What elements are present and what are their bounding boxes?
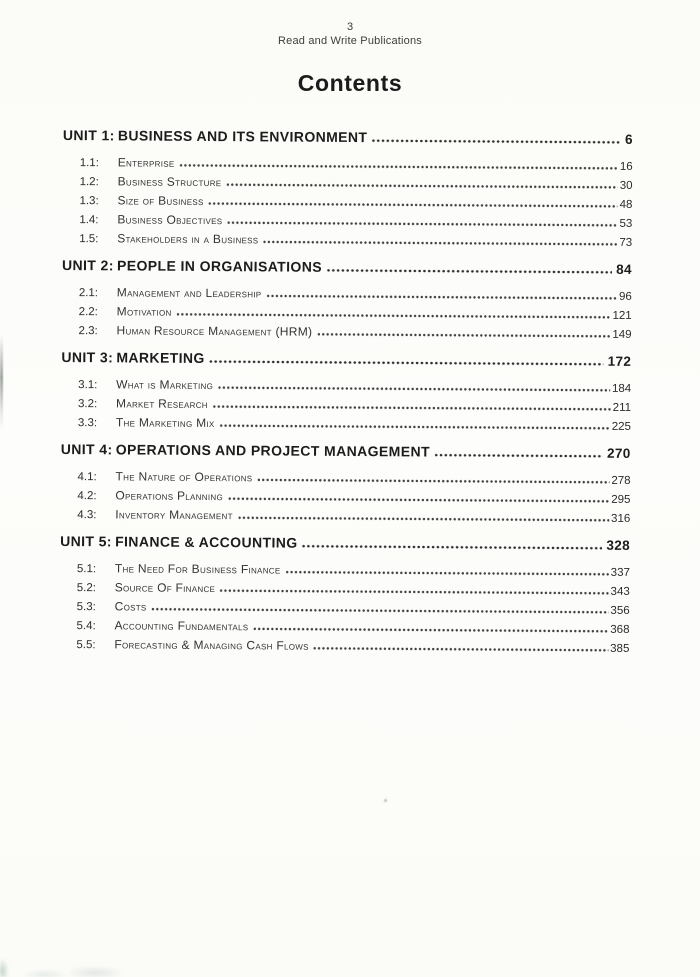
item-page-number: 385 (610, 642, 630, 655)
s-item-number: 5.5: (76, 639, 96, 652)
s-item-number: 3.2: (78, 398, 98, 411)
item-page-number: 211 (612, 401, 632, 414)
s-item-number: 5.4: (76, 620, 96, 633)
item-page-number: 53 (619, 217, 633, 230)
dotted-leader (177, 313, 611, 319)
s-item-number: 3.1: (78, 379, 98, 392)
unit-title: OPERATIONS AND PROJECT MANAGEMENT (115, 441, 431, 460)
unit-label: UNIT 2: (61, 256, 114, 274)
s-item-number: 2.3: (78, 325, 98, 338)
s-item-number: 5.2: (76, 582, 97, 595)
dotted-leader (285, 571, 608, 576)
item-title: Enterprise (117, 155, 175, 170)
scan-speck (384, 799, 387, 802)
item-title: Stakeholders in a Business (117, 231, 259, 247)
dotted-leader (180, 164, 618, 170)
dotted-leader (220, 424, 610, 430)
item-page-number: 30 (619, 179, 633, 192)
s-item-number: 4.3: (77, 509, 97, 522)
toc-item (60, 505, 630, 528)
dotted-leader (213, 405, 611, 411)
item-title: Accounting Fundamentals (114, 618, 249, 634)
unit-label: UNIT 3: (61, 348, 114, 366)
item-page-number: 356 (610, 604, 630, 617)
s-item-number: 1.5: (79, 233, 99, 246)
item-page-number: 184 (611, 382, 632, 395)
toc-item (62, 321, 632, 344)
dotted-leader (314, 647, 608, 652)
unit-page-number: 328 (606, 537, 631, 553)
toc-unit-heading (61, 348, 631, 371)
dotted-leader (218, 386, 610, 392)
unit-title: PEOPLE IN ORGANISATIONS (116, 257, 323, 275)
toc-unit-heading (60, 532, 630, 555)
item-page-number: 278 (611, 474, 631, 487)
toc-unit-heading (62, 256, 632, 279)
item-page-number: 96 (618, 290, 632, 303)
scan-corner-smudge (0, 951, 150, 977)
toc-item (59, 635, 629, 658)
item-title: Forecasting & Managing Cash Flows (114, 637, 309, 653)
unit-page-number: 84 (616, 261, 633, 277)
unit-title: MARKETING (116, 349, 205, 366)
item-title: Management and Leadership (116, 285, 262, 301)
toc-unit (59, 532, 630, 658)
toc-unit (60, 440, 631, 528)
item-page-number: 225 (611, 420, 631, 433)
dotted-leader (257, 479, 609, 484)
s-item-number: 5.1: (76, 563, 97, 576)
item-page-number: 121 (612, 309, 632, 322)
item-title: Inventory Management (115, 507, 233, 523)
toc-item (62, 229, 632, 252)
s-item-number: 3.3: (77, 417, 98, 430)
unit-label: UNIT 5: (60, 532, 112, 550)
item-title: Source Of Finance (114, 580, 216, 596)
item-title: Human Resource Management (HRM) (116, 323, 313, 339)
item-title: Motivation (116, 304, 172, 319)
dotted-leader (226, 183, 617, 189)
item-title: Business Objectives (117, 212, 223, 228)
item-page-number: 149 (612, 328, 632, 341)
item-title: Market Research (116, 396, 208, 412)
item-title: Costs (114, 599, 147, 614)
s-item-number: 5.3: (76, 601, 96, 614)
item-title: Business Structure (117, 174, 222, 190)
scan-edge-smear (0, 335, 3, 430)
toc-item (61, 413, 631, 436)
item-page-number: 16 (619, 160, 633, 173)
s-item-number: 1.2: (79, 176, 99, 189)
unit-page-number: 6 (624, 131, 633, 147)
item-title: What is Marketing (116, 377, 214, 393)
toc-unit (61, 348, 632, 436)
toc-unit-heading (61, 440, 631, 463)
unit-title: BUSINESS AND ITS ENVIRONMENT (117, 127, 368, 146)
unit-label: UNIT 4: (60, 440, 113, 458)
item-page-number: 343 (610, 585, 630, 598)
dotted-leader (263, 241, 617, 246)
dotted-leader (253, 628, 608, 633)
dotted-leader (228, 497, 609, 502)
item-title: The Need For Business Finance (114, 561, 281, 577)
dotted-leader (372, 139, 621, 144)
s-item-number: 2.2: (78, 306, 98, 319)
item-title: The Marketing Mix (115, 415, 215, 431)
unit-page-number: 270 (606, 445, 631, 461)
dotted-leader (317, 333, 610, 338)
dotted-leader (238, 516, 609, 521)
s-item-number: 4.2: (77, 490, 97, 503)
publisher-name: Read and Write Publications (278, 35, 422, 47)
item-page-number: 73 (619, 236, 633, 249)
item-page-number: 48 (619, 198, 633, 211)
dotted-leader (220, 589, 608, 595)
unit-label: UNIT 1: (62, 126, 115, 144)
item-page-number: 316 (611, 512, 631, 525)
contents-title: Contents (297, 70, 403, 96)
dotted-leader (266, 295, 617, 300)
item-title: Operations Planning (115, 488, 224, 504)
unit-page-number: 172 (607, 353, 632, 369)
s-item-number: 4.1: (77, 471, 97, 484)
dotted-leader (327, 269, 612, 274)
toc-unit (62, 126, 633, 252)
dotted-leader (227, 221, 617, 227)
dotted-leader (303, 544, 603, 549)
unit-title: FINANCE & ACCOUNTING (115, 533, 298, 551)
s-item-number: 2.1: (78, 287, 99, 300)
dotted-leader (210, 360, 604, 366)
s-item-number: 1.1: (79, 157, 99, 170)
page-number: 3 (346, 21, 354, 33)
dotted-leader (209, 202, 618, 208)
toc-unit (62, 256, 633, 344)
item-page-number: 368 (610, 623, 630, 636)
table-of-contents (59, 126, 633, 666)
item-title: Size of Business (117, 193, 204, 208)
dotted-leader (152, 608, 609, 614)
page-header (0, 21, 700, 48)
item-title: The Nature of Operations (115, 469, 253, 485)
item-page-number: 295 (611, 493, 631, 506)
s-item-number: 1.4: (79, 214, 99, 227)
dotted-leader (435, 453, 603, 457)
item-page-number: 337 (610, 566, 630, 579)
toc-unit-heading (63, 126, 633, 149)
s-item-number: 1.3: (79, 195, 99, 208)
